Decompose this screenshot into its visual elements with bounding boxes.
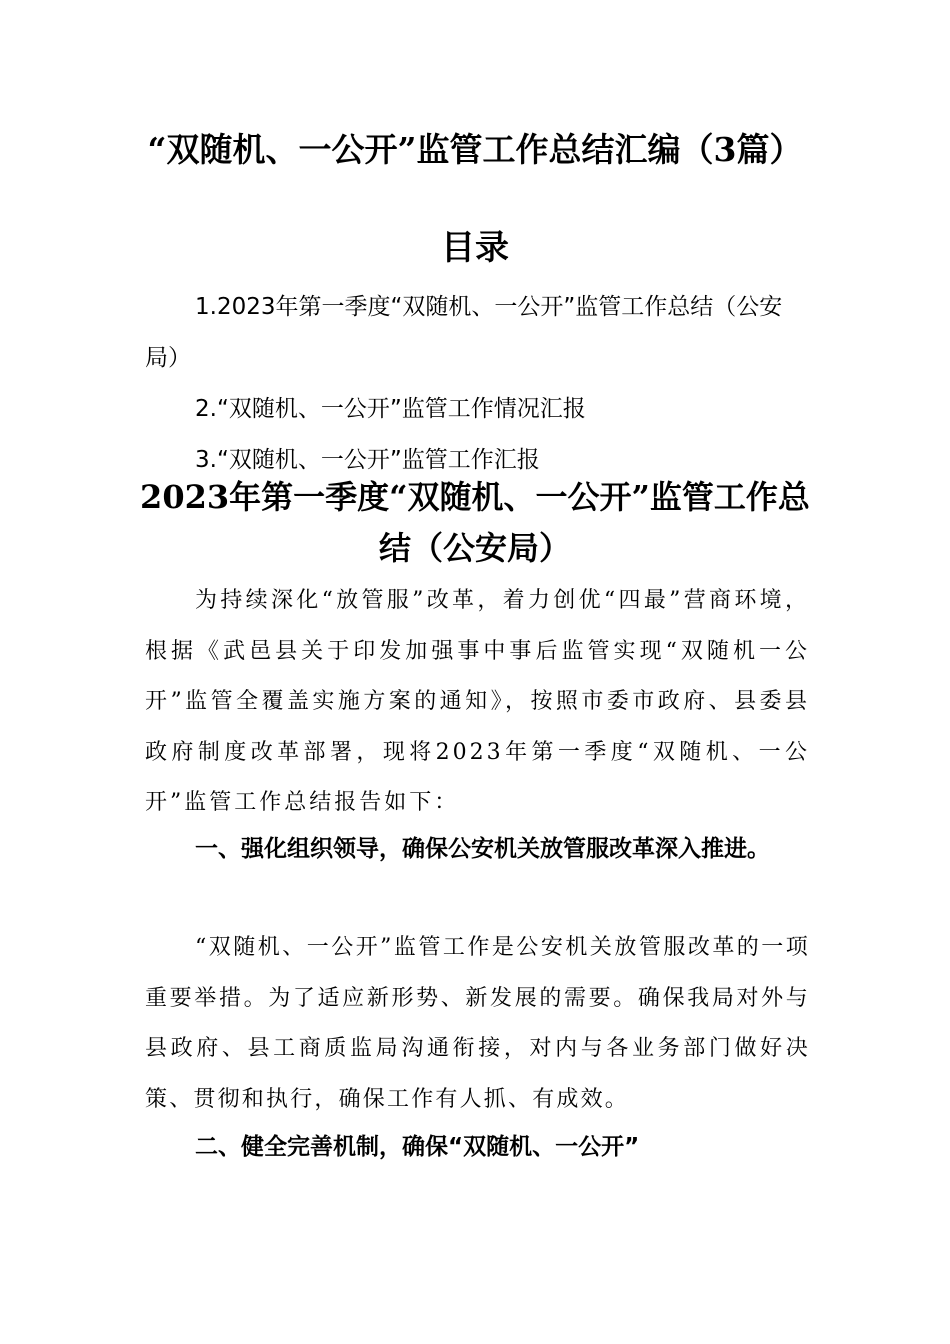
subheading-1: 一、强化组织领导，确保公安机关放管服改革深入推进。 xyxy=(195,836,770,862)
document-title: “双随机、一公开”监管工作总结汇编（3篇） xyxy=(147,130,803,169)
toc-item-1: 1.2023年第一季度“双随机、一公开”监管工作总结（公安局） xyxy=(145,294,783,371)
intro-paragraph: 为持续深化“放管服”改革，着力创优“四最”营商环境，根据《武邑县关于印发加强事中事后监管实现“双随机一公开”监管全覆盖实施方案的通知》，按照市委市政府、县委县政府制度改革部署，现将2023年第一季度“双随机、一公开”监管工作总结报告如下： xyxy=(145,588,810,815)
toc-heading: 目录 xyxy=(441,228,509,268)
toc-item-3: 3.“双随机、一公开”监管工作汇报 xyxy=(195,447,540,473)
body-paragraph-1: “双随机、一公开”监管工作是公安机关放管服改革的一项重要举措。为了适应新形势、新发展的需要。确保我局对外与县政府、县工商质监局沟通衔接，对内与各业务部门做好决策、贯彻和执行，确保工作有人抓、有成效。 xyxy=(145,935,810,1112)
toc-item-2: 2.“双随机、一公开”监管工作情况汇报 xyxy=(195,396,586,422)
table-of-contents xyxy=(145,282,810,486)
subheading-2: 二、健全完善机制，确保“双随机、一公开” xyxy=(195,1134,640,1160)
section-title: 2023年第一季度“双随机、一公开”监管工作总结（公安局） xyxy=(140,478,810,567)
